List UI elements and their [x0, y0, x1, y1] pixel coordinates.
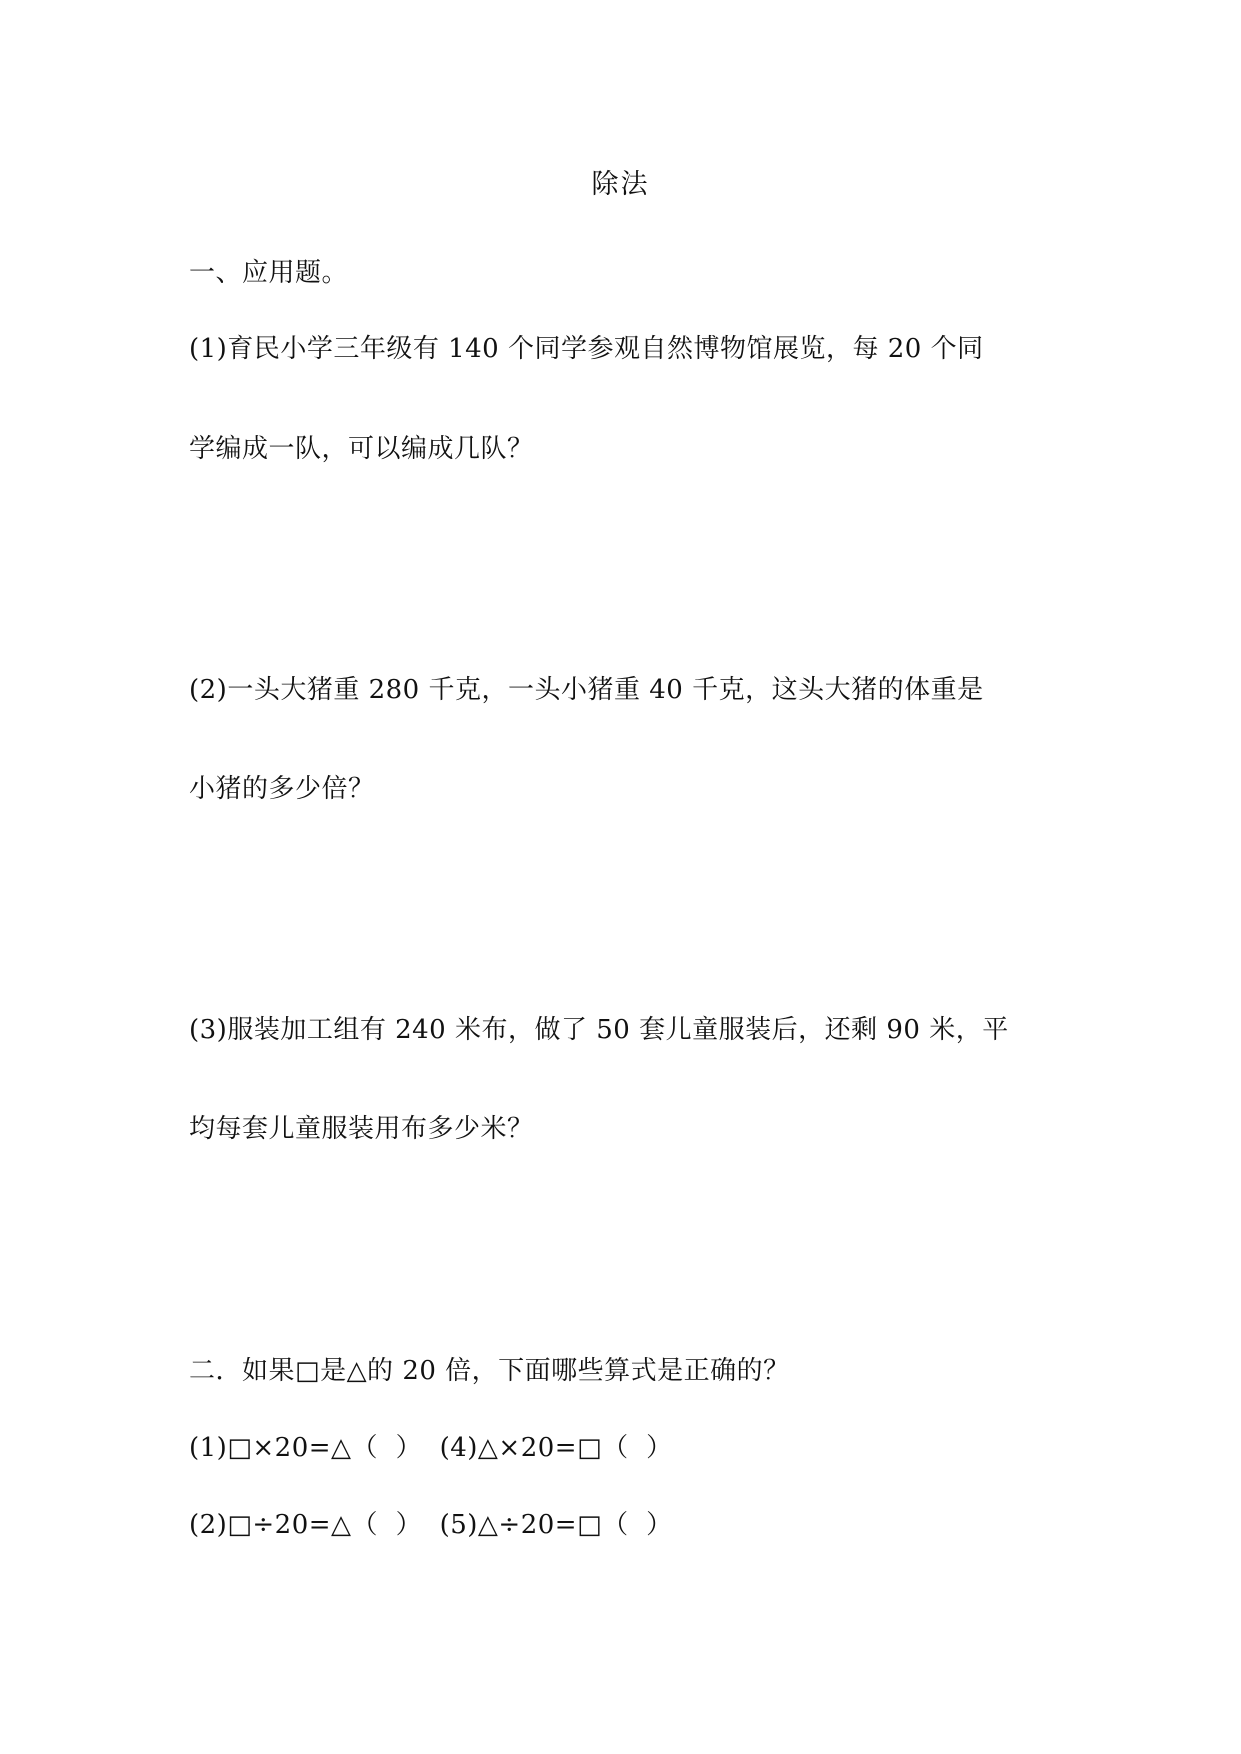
- section-2-row-1: (1)□×20=△（ ） (4)△×20=□（ ）: [189, 1433, 673, 1463]
- section-2-heading: 二．如果□是△的 20 倍，下面哪些算式是正确的？: [189, 1356, 790, 1386]
- question-1-line-1: (1)育民小学三年级有 140 个同学参观自然博物馆展览，每 20 个同: [189, 334, 984, 364]
- section-2-row-2: (2)□÷20=△（ ） (5)△÷20=□（ ）: [189, 1510, 673, 1540]
- question-2-line-1: (2)一头大猪重 280 千克，一头小猪重 40 千克，这头大猪的体重是: [189, 675, 984, 705]
- section-1-heading: 一、应用题。: [189, 258, 349, 288]
- question-3-line-1: (3)服装加工组有 240 米布，做了 50 套儿童服装后，还剩 90 米，平: [189, 1015, 1009, 1045]
- question-2-line-2: 小猪的多少倍？: [189, 774, 375, 804]
- page-title: 除法: [591, 169, 650, 200]
- question-1-line-2: 学编成一队，可以编成几队？: [189, 434, 534, 464]
- question-3-line-2: 均每套儿童服装用布多少米？: [189, 1114, 534, 1144]
